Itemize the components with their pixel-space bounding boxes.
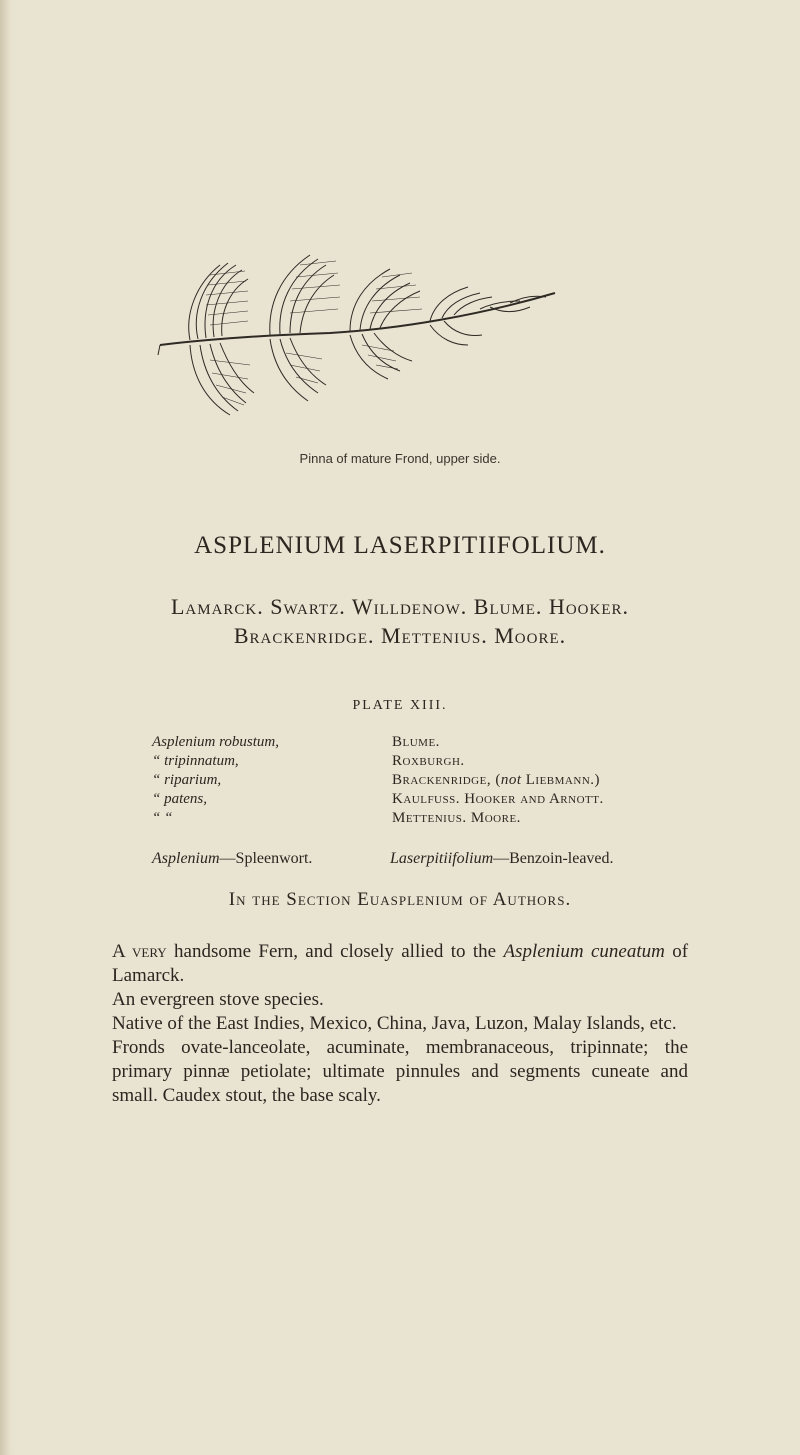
authorities-line-1: Lamarck. Swartz. Willdenow. Blume. Hooker. xyxy=(170,594,629,619)
fern-pinna-illustration xyxy=(150,235,570,425)
synonym-names xyxy=(152,733,279,828)
synonym-authority: Mettenius. Moore. xyxy=(392,810,521,826)
description-body xyxy=(112,940,688,1108)
synonym-name: “ riparium, xyxy=(152,772,222,788)
synonym-authority: Brackenridge, (not Liebmann.) xyxy=(392,772,601,788)
figure-caption: Pinna of mature Frond, upper side. xyxy=(299,451,501,466)
plate-number: PLATE XIII. xyxy=(352,698,448,713)
paragraph: Native of the East Indies, Mexico, China, Java, Luzon, Malay Islands, etc. xyxy=(112,1013,677,1034)
synonym-authority: Blume. xyxy=(392,734,440,750)
page-edge xyxy=(0,0,14,1455)
synonym-authority: Kaulfuss. Hooker and Arnott. xyxy=(392,791,604,807)
synonym-name: Asplenium robustum, xyxy=(152,734,279,750)
paragraph: A very handsome Fern, and closely allied to the Asplenium cuneatum of Lamarck. xyxy=(112,941,689,986)
paragraph: An evergreen stove species. xyxy=(112,989,324,1010)
synonym-authorities xyxy=(392,733,604,828)
synonym-authority: Roxburgh. xyxy=(392,753,465,769)
synonym-name: “ “ xyxy=(152,810,173,826)
page-title: ASPLENIUM LASERPITIIFOLIUM. xyxy=(194,532,606,559)
species-common-name: Laserpitiifolium—Benzoin-leaved. xyxy=(390,850,614,867)
synonym-name: “ tripinnatum, xyxy=(152,753,239,769)
genus-common-name: Asplenium—Spleenwort. xyxy=(152,850,313,867)
paragraph: Fronds ovate-lanceolate, acuminate, membranaceous, tripinnate; the primary pinnæ petiolate; ultimate pinnules and segments cuneate and small. Caudex stout, the base scaly. xyxy=(112,1037,688,1106)
section-heading: In the Section Euasplenium of Authors. xyxy=(228,889,572,910)
authorities-line-2: Brackenridge. Mettenius. Moore. xyxy=(233,623,567,648)
synonym-name: “ patens, xyxy=(152,791,208,807)
